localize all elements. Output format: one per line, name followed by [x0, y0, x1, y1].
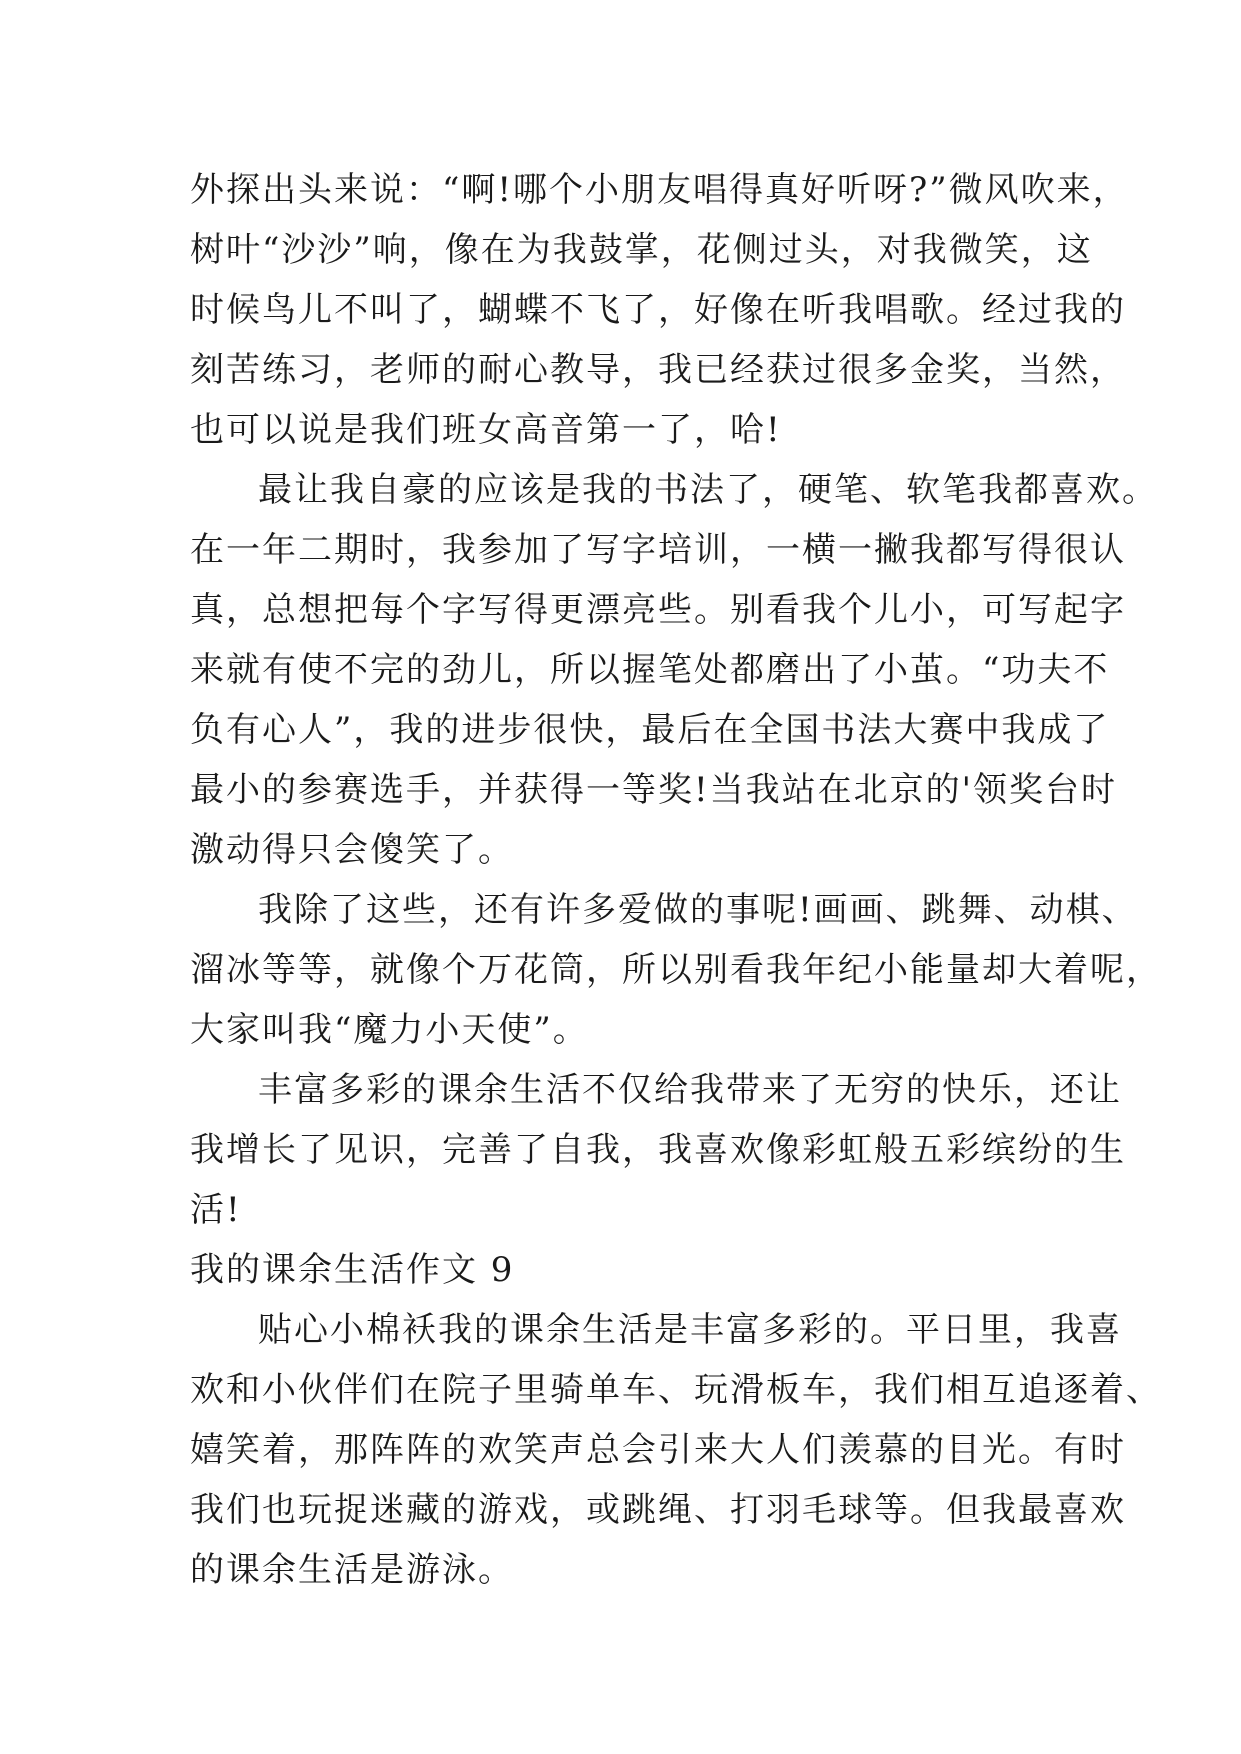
- text-line: 负有心人”，我的进步很快，最后在全国书法大赛中我成了: [190, 710, 1110, 750]
- text-line: 外探出头来说：“啊!哪个小朋友唱得真好听呀?”微风吹来，: [190, 170, 1129, 210]
- text-line: 真，总想把每个字写得更漂亮些。别看我个儿小，可写起字: [190, 590, 1126, 630]
- text-line: 溜冰等等，就像个万花筒，所以别看我年纪小能量却大着呢，: [190, 950, 1162, 990]
- text-line: 丰富多彩的课余生活不仅给我带来了无穷的快乐，还让: [258, 1070, 1122, 1110]
- essay-heading: 我的课余生活作文 9: [190, 1250, 515, 1290]
- text-line: 大家叫我“魔力小天使”。: [190, 1010, 589, 1050]
- document-body: [190, 160, 1162, 1600]
- text-line: 刻苦练习，老师的耐心教导，我已经获过很多金奖，当然，: [190, 350, 1126, 390]
- text-line: 最让我自豪的应该是我的书法了，硬笔、软笔我都喜欢。: [258, 470, 1158, 510]
- text-line: 树叶“沙沙”响，像在为我鼓掌，花侧过头，对我微笑，这: [190, 230, 1093, 270]
- text-line: 嬉笑着，那阵阵的欢笑声总会引来大人们羡慕的目光。有时: [190, 1430, 1126, 1470]
- text-line: 在一年二期时，我参加了写字培训，一横一撇我都写得很认: [190, 530, 1126, 570]
- paragraph-singing: [190, 160, 1129, 460]
- paragraph-essay-9: [190, 1300, 1162, 1600]
- text-line: 我们也玩捉迷藏的游戏，或跳绳、打羽毛球等。但我最喜欢: [190, 1490, 1126, 1530]
- paragraph-calligraphy: [190, 460, 1158, 880]
- text-line: 也可以说是我们班女高音第一了，哈!: [190, 410, 782, 450]
- text-line: 我除了这些，还有许多爱做的事呢!画画、跳舞、动棋、: [258, 890, 1138, 930]
- text-line: 激动得只会傻笑了。: [190, 830, 514, 870]
- text-line: 活!: [190, 1190, 242, 1230]
- text-line: 的课余生活是游泳。: [190, 1550, 514, 1590]
- paragraph-hobbies: [190, 880, 1162, 1060]
- text-line: 欢和小伙伴们在院子里骑单车、玩滑板车，我们相互追逐着、: [190, 1370, 1162, 1410]
- text-line: 贴心小棉袄我的课余生活是丰富多彩的。平日里，我喜: [258, 1310, 1122, 1350]
- text-line: 来就有使不完的劲儿，所以握笔处都磨出了小茧。“功夫不: [190, 650, 1110, 690]
- paragraph-conclusion: [190, 1060, 1126, 1240]
- text-line: 我增长了见识，完善了自我，我喜欢像彩虹般五彩缤纷的生: [190, 1130, 1126, 1170]
- text-line: 最小的参赛选手，并获得一等奖!当我站在北京的'领奖台时: [190, 770, 1118, 810]
- text-line: 时候鸟儿不叫了，蝴蝶不飞了，好像在听我唱歌。经过我的: [190, 290, 1126, 330]
